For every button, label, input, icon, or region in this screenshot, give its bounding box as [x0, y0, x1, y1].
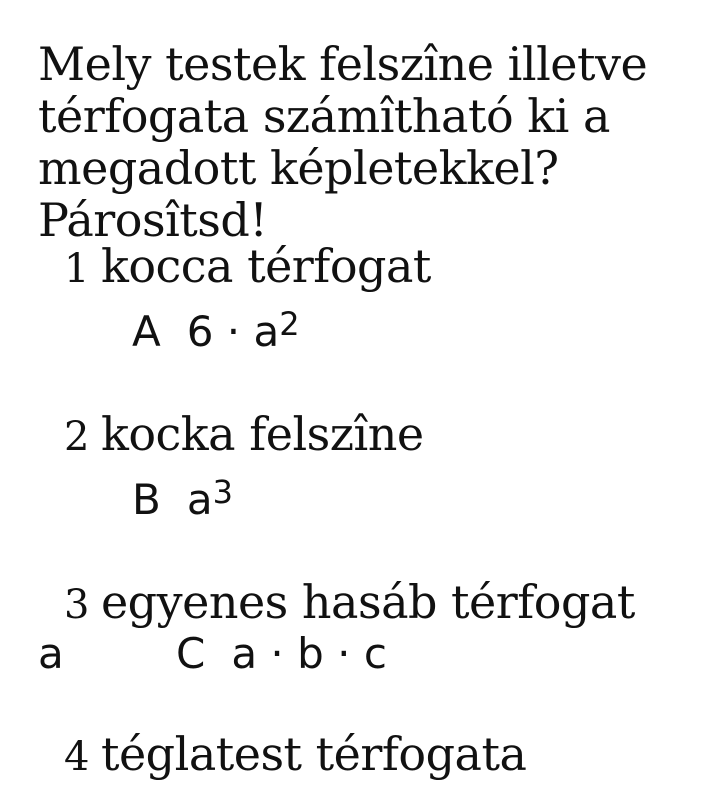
item-number: 4 [64, 734, 89, 780]
item-label: egyenes hasáb térfogat [100, 575, 635, 629]
formula-expression: a · b · c [231, 629, 387, 678]
formula-letter: B [132, 475, 161, 524]
formula-a [132, 305, 300, 356]
match-item-1 [64, 240, 431, 295]
question-line-3: megadott képletekkel? [38, 141, 559, 195]
item-label: téglatest térfogata [100, 727, 527, 781]
match-item-2 [64, 408, 424, 463]
formula-exponent: 2 [279, 305, 300, 343]
item-number: 2 [64, 414, 89, 460]
formula-b [132, 473, 233, 524]
item-number: 3 [64, 582, 89, 628]
question-line-2: térfogata számîtható ki a [38, 89, 610, 143]
formula-exponent: 3 [212, 473, 233, 511]
formula-letter: C [176, 629, 206, 678]
formula-expression: a [186, 475, 213, 524]
question-line-4: Párosîtsd! [38, 193, 268, 247]
item-number: 1 [64, 246, 89, 292]
item-label: kocka felszîne [100, 407, 424, 461]
match-item-3 [64, 576, 635, 631]
item-label: kocca térfogat [100, 239, 431, 293]
question-line-1: Mely testek felszîne illetve [38, 37, 648, 91]
stray-letter: a [38, 629, 64, 678]
formula-expression: 6 · a [186, 307, 280, 356]
formula-letter: A [132, 307, 161, 356]
formula-c [176, 630, 387, 678]
match-item-4 [64, 728, 526, 783]
question-text [38, 38, 688, 246]
